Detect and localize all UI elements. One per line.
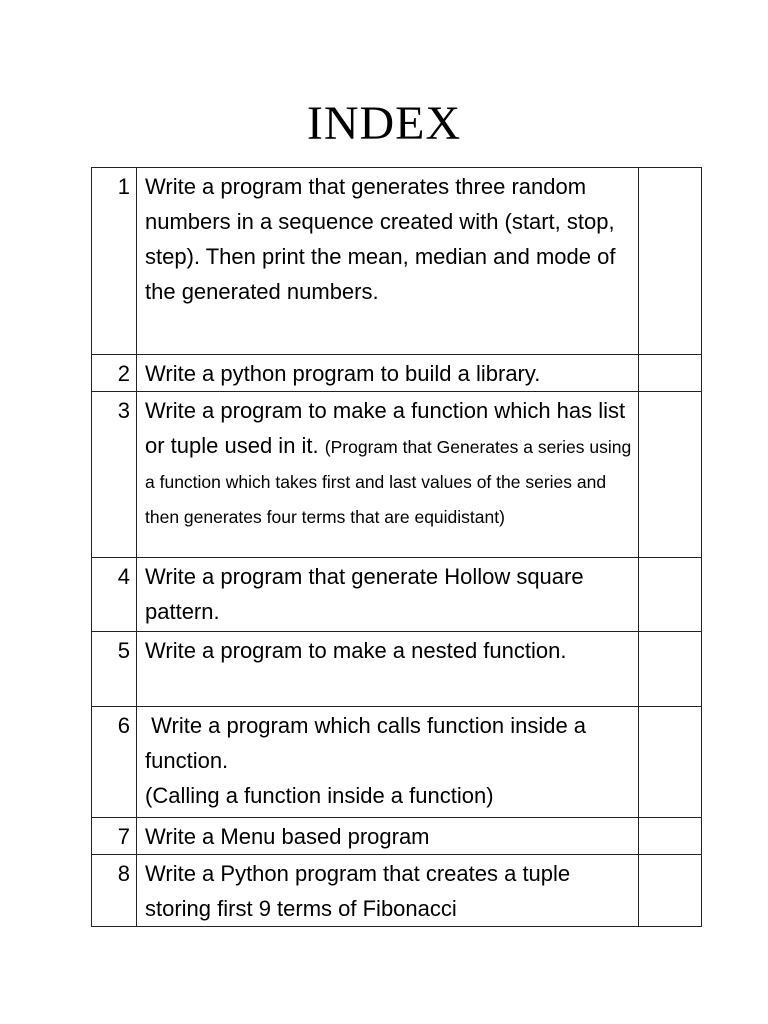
row-number: 5 <box>92 632 137 707</box>
table-row <box>92 707 702 818</box>
row-text: Write a python program to build a library. <box>145 361 541 386</box>
page-title: INDEX <box>306 97 462 150</box>
row-description <box>137 632 639 707</box>
row-number: 1 <box>92 168 137 355</box>
row-number: 8 <box>92 855 137 927</box>
row-description <box>137 855 639 927</box>
row-number: 6 <box>92 707 137 818</box>
table-row <box>92 818 702 855</box>
row-number: 4 <box>92 558 137 632</box>
row-description <box>137 168 639 355</box>
row-text: Write a program which calls function inside a function. <box>145 713 593 773</box>
row-text: Write a Menu based program <box>145 824 430 849</box>
row-page-cell <box>639 392 702 558</box>
row-number: 7 <box>92 818 137 855</box>
table-row <box>92 392 702 558</box>
row-page-cell <box>639 558 702 632</box>
table-row <box>92 558 702 632</box>
row-text: Write a program to make a nested function. <box>145 638 567 663</box>
table-row <box>92 355 702 392</box>
row-description <box>137 392 639 558</box>
table-row <box>92 168 702 355</box>
table-row <box>92 855 702 927</box>
row-text: Write a program that generates three random numbers in a sequence created with (start, stop, step). Then print the mean, median and mode of the generated numbers. <box>145 174 616 304</box>
index-table <box>91 167 702 927</box>
row-number: 3 <box>92 392 137 558</box>
row-page-cell <box>639 855 702 927</box>
row-description <box>137 558 639 632</box>
row-page-cell <box>639 355 702 392</box>
row-description <box>137 355 639 392</box>
row-number: 2 <box>92 355 137 392</box>
row-extra: (Calling a function inside a function) <box>145 783 494 808</box>
row-text: Write a program that generate Hollow square pattern. <box>145 564 584 624</box>
table-row <box>92 632 702 707</box>
row-note: (Program that Generates a series using a function which takes first and last values of the series and then generates four terms that are equidistant) <box>145 437 632 527</box>
row-page-cell <box>639 632 702 707</box>
row-page-cell <box>639 707 702 818</box>
row-page-cell <box>639 818 702 855</box>
row-text: Write a Python program that creates a tuple storing first 9 terms of Fibonacci <box>145 861 571 921</box>
row-description <box>137 707 639 818</box>
row-description <box>137 818 639 855</box>
row-page-cell <box>639 168 702 355</box>
row-text: Write a program to make a function which has list or tuple used in it. <box>145 398 626 458</box>
